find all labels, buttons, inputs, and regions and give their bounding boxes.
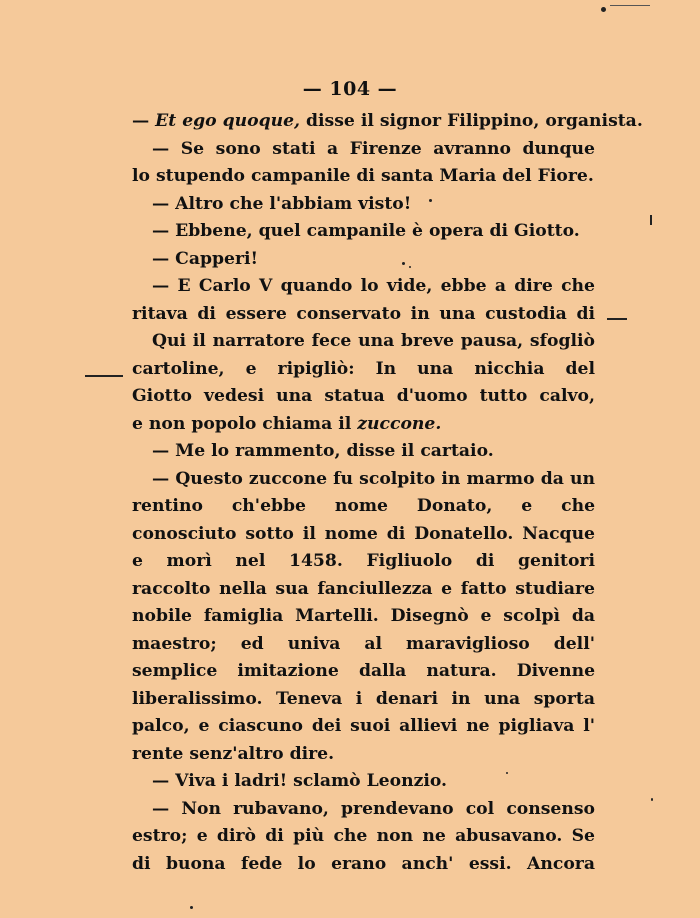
- text-line: palco, e ciascuno dei suoi allievi ne pigliava l': [132, 716, 595, 736]
- ink-speck: [429, 199, 432, 202]
- text-line: liberalissimo. Teneva i denari in una sporta: [132, 688, 595, 709]
- text-line: semplice imitazione dalla natura. Divenne: [132, 661, 595, 681]
- ink-speck: [506, 772, 508, 774]
- page-number: — 104 —: [302, 78, 398, 100]
- text-line: — Questo zuccone fu scolpito in marmo da un: [152, 468, 595, 489]
- text-line: — Viva i ladri! sclamò Leonzio.: [152, 771, 448, 791]
- text-line: ritava di essere conservato in una custodia di: [132, 303, 595, 324]
- ink-speck: [409, 266, 411, 268]
- text-line: — E Carlo V quando lo vide, ebbe a dire che: [152, 276, 595, 296]
- ink-speck: [610, 5, 650, 6]
- text-line: cartoline, e ripigliò: In una nicchia del: [132, 358, 595, 379]
- ink-speck: [601, 7, 606, 12]
- text-line: — Me lo rammento, disse il cartaio.: [152, 441, 494, 461]
- text-line: e non popolo chiama il zuccone.: [132, 413, 442, 434]
- text-line: e morì nel 1458. Figliuolo di genitori: [132, 551, 595, 571]
- text-line: Qui il narratore fece una breve pausa, sfogliò: [152, 331, 595, 351]
- body-text: [132, 108, 643, 878]
- text-line: — Altro che l'abbiam visto!: [152, 193, 412, 214]
- text-line: rente senz'altro dire.: [132, 743, 335, 764]
- text-line: — Et ego quoque, disse il signor Filippino, organista.: [132, 111, 643, 131]
- text-line: — Non rubavano, prendevano col consenso: [152, 798, 595, 819]
- text-line: — Se sono stati a Firenze avranno dunque: [152, 138, 595, 159]
- text-line: nobile famiglia Martelli. Disegnò e scolpì da: [132, 606, 595, 626]
- ink-speck: [402, 262, 405, 265]
- text-line: raccolto nella sua fanciullezza e fatto studiare: [132, 578, 595, 599]
- text-line: rentino ch'ebbe nome Donato, e che: [132, 496, 595, 516]
- ink-speck: [190, 906, 193, 909]
- margin-dash-mark: [85, 375, 123, 377]
- margin-dash-mark: [607, 318, 627, 320]
- margin-tick-mark: [650, 215, 652, 225]
- text-line: lo stupendo campanile di santa Maria del Fiore.: [132, 166, 594, 186]
- text-line: maestro; ed univa al maraviglioso dell': [132, 633, 595, 654]
- text-line: Giotto vedesi una statua d'uomo tutto calvo,: [132, 386, 595, 406]
- text-line: di buona fede lo erano anch' essi. Ancora: [132, 853, 595, 874]
- text-line: — Ebbene, quel campanile è opera di Giotto.: [152, 221, 580, 241]
- text-line: conosciuto sotto il nome di Donatello. Nacque: [132, 523, 595, 544]
- text-line: estro; e dirò di più che non ne abusavano. Se: [132, 826, 595, 846]
- text-line: — Capperi!: [152, 248, 259, 269]
- ink-speck: [651, 798, 653, 801]
